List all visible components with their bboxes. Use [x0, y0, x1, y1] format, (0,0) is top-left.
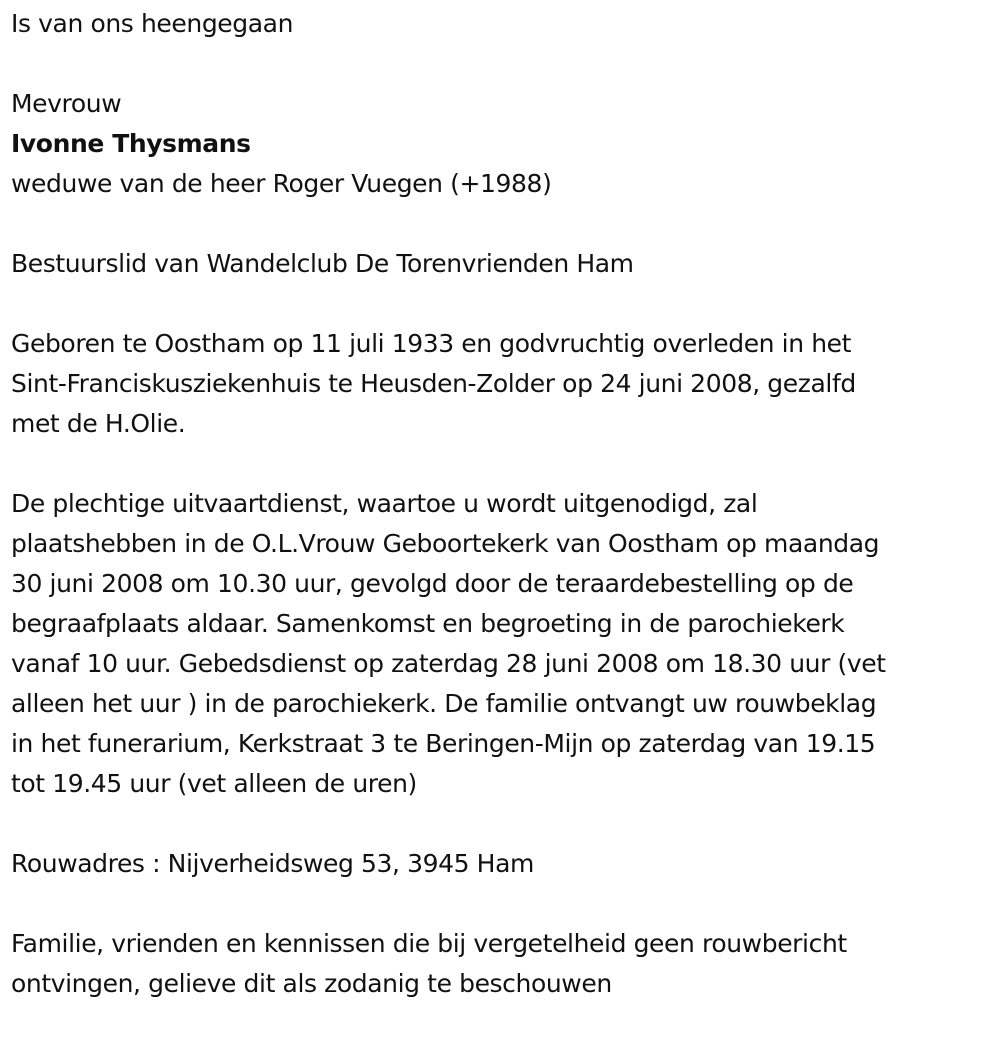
obituary-document	[11, 4, 986, 1004]
paragraph-line: met de H.Olie.	[11, 409, 186, 438]
paragraph-line: in het funerarium, Kerkstraat 3 te Beringen-Mijn op zaterdag van 19.15	[11, 729, 876, 758]
spacer	[11, 284, 986, 324]
paragraph-line: De plechtige uitvaartdienst, waartoe u wordt uitgenodigd, zal	[11, 489, 758, 518]
spacer	[11, 204, 986, 244]
paragraph-line: 30 juni 2008 om 10.30 uur, gevolgd door de teraardebestelling op de	[11, 569, 854, 598]
paragraph-line: alleen het uur ) in de parochiekerk. De familie ontvangt uw rouwbeklag	[11, 689, 877, 718]
paragraph-line: Geboren te Oostham op 11 juli 1933 en godvruchtig overleden in het	[11, 329, 852, 358]
relation-text: weduwe van de heer Roger Vuegen (+1988)	[11, 169, 552, 198]
paragraph-line: begraafplaats aldaar. Samenkomst en begroeting in de parochiekerk	[11, 609, 845, 638]
paragraph-line: vanaf 10 uur. Gebedsdienst op zaterdag 28 juni 2008 om 18.30 uur (vet	[11, 649, 886, 678]
intro-text: Is van ons heengegaan	[11, 9, 294, 38]
paragraph-line: plaatshebben in de O.L.Vrouw Geboortekerk van Oostham op maandag	[11, 529, 880, 558]
spacer	[11, 804, 986, 844]
mourning-address: Rouwadres : Nijverheidsweg 53, 3945 Ham	[11, 849, 534, 878]
honorific: Mevrouw	[11, 89, 122, 118]
spacer	[11, 884, 986, 924]
deceased-name: Ivonne Thysmans	[11, 129, 251, 158]
birth-death-paragraph	[11, 324, 986, 444]
notice-paragraph	[11, 924, 986, 1004]
paragraph-line: Sint-Franciskusziekenhuis te Heusden-Zolder op 24 juni 2008, gezalfd	[11, 369, 856, 398]
membership-text: Bestuurslid van Wandelclub De Torenvrienden Ham	[11, 249, 634, 278]
paragraph-line: Familie, vrienden en kennissen die bij vergetelheid geen rouwbericht	[11, 929, 847, 958]
paragraph-line: tot 19.45 uur (vet alleen de uren)	[11, 769, 417, 798]
spacer	[11, 44, 986, 84]
spacer	[11, 444, 986, 484]
funeral-paragraph	[11, 484, 986, 804]
paragraph-line: ontvingen, gelieve dit als zodanig te beschouwen	[11, 969, 612, 998]
